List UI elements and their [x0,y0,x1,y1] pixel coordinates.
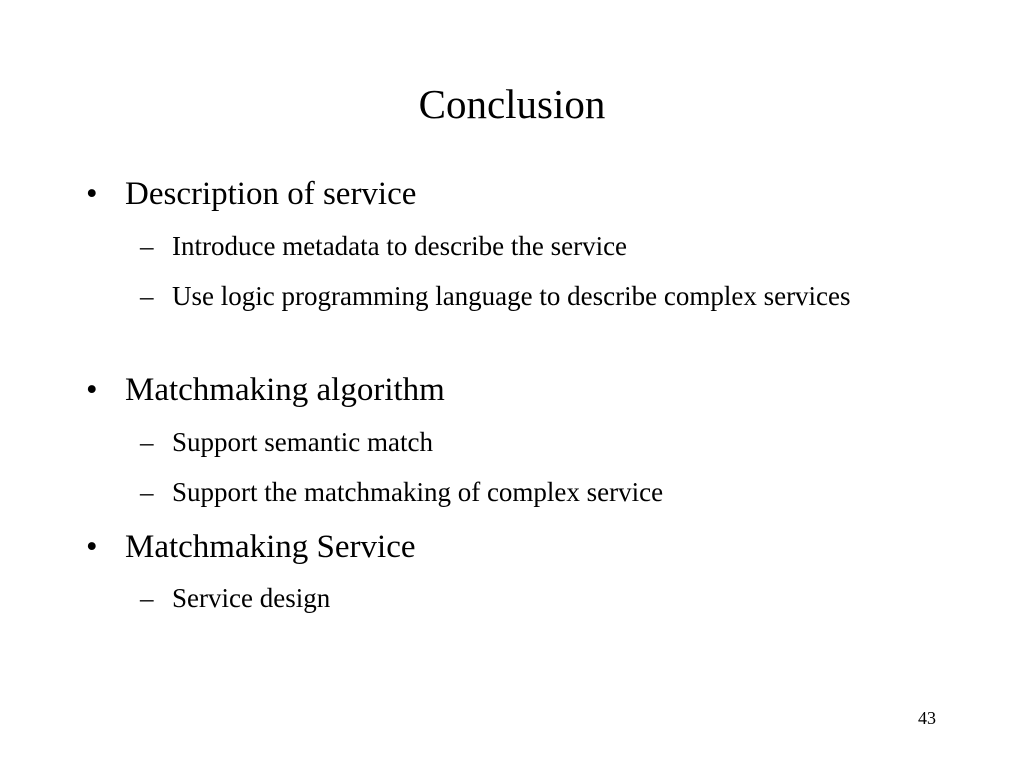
bullet-text: Matchmaking algorithm [125,372,445,408]
bullet-matchmaking-service [86,527,936,567]
bullet-marker: • [86,529,98,565]
sub-bullet-marker: – [140,477,154,507]
sub-bullet-text: Support semantic match [172,427,433,457]
bullet-text: Matchmaking Service [125,529,416,565]
bullet-matchmaking-algorithm [86,370,936,410]
sub-bullet-service-design [140,578,920,618]
sub-bullet-use-logic-programming [140,276,920,316]
sub-bullet-marker: – [140,427,154,457]
sub-bullet-support-complex-matchmaking [140,472,920,512]
sub-bullet-marker: – [140,231,154,261]
bullet-marker: • [86,176,98,212]
page-number: 43 [918,708,936,728]
sub-bullet-marker: – [140,281,154,311]
sub-bullet-text: Support the matchmaking of complex service [172,477,664,507]
sub-bullet-introduce-metadata [140,226,920,266]
bullet-description-of-service [86,174,936,214]
bullet-marker: • [86,372,98,408]
slide-title: Conclusion [418,81,606,127]
sub-bullet-support-semantic-match [140,422,920,462]
sub-bullet-text: Introduce metadata to describe the service [172,231,628,261]
sub-bullet-marker: – [140,583,154,613]
sub-bullet-text: Use logic programming language to describe complex services [172,281,851,311]
bullet-text: Description of service [125,176,417,212]
sub-bullet-text: Service design [172,583,331,613]
